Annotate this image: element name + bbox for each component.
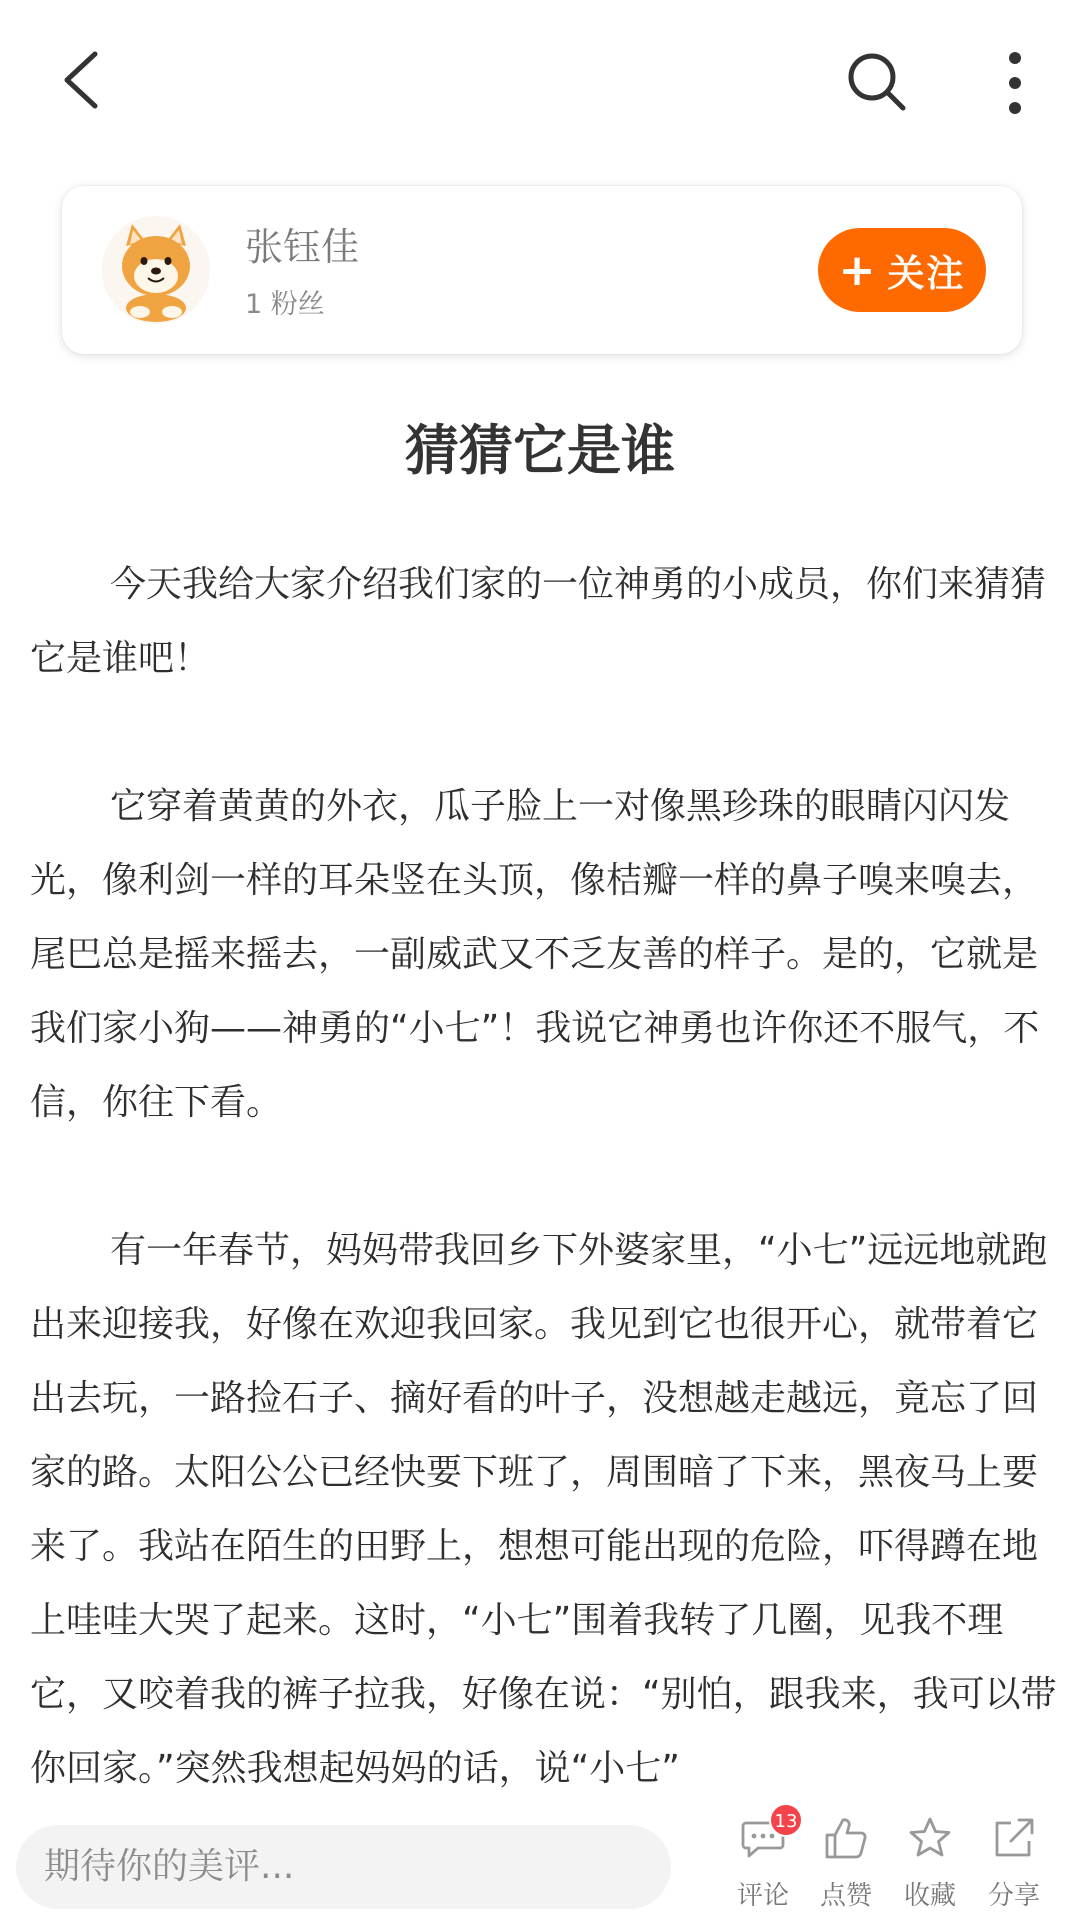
plus-icon: + — [838, 244, 878, 296]
article-paragraph: 它穿着黄黄的外衣，瓜子脸上一对像黑珍珠的眼睛闪闪发光，像利剑一样的耳朵竖在头顶，像桔瓣一样的鼻子嗅来嗅去，尾巴总是摇来摇去，一副威武又不乏友善的样子。是的，它就是我们家小狗——神勇的“小七”！我说它神勇也许你还不服气，不信，你往下看。 — [30, 786, 1040, 1123]
comment-label: 评论 — [736, 1881, 789, 1911]
search-icon[interactable] — [845, 50, 909, 114]
share-label: 分享 — [987, 1881, 1040, 1911]
follow-button[interactable] — [818, 228, 986, 312]
avatar[interactable] — [102, 216, 210, 324]
article-title: 猜猜它是谁 — [405, 419, 675, 482]
follow-label: 关注 — [887, 252, 966, 295]
article-paragraph: 有一年春节，妈妈带我回乡下外婆家里，“小七”远远地就跑出来迎接我，好像在欢迎我回家。我见到它也很开心，就带着它出去玩，一路捡石子、摘好看的叶子，没想越走越远，竟忘了回家的路。太阳公公已经快要下班了，周围暗了下来，黑夜马上要来了。我站在陌生的田野上，想想可能出现的危险，吓得蹲在地上哇哇大哭了起来。这时，“小七”围着我转了几圈，见我不理它，又咬着我的裤子拉我，好像在说：“别怕，跟我来，我可以带你回家。”突然我想起妈妈的话，说“小七” — [30, 1230, 1057, 1789]
back-icon[interactable] — [55, 50, 115, 110]
bottom-bar — [0, 1800, 1080, 1920]
author-card — [62, 186, 1022, 354]
article-body — [30, 548, 1060, 1880]
favorite-button[interactable] — [890, 1815, 970, 1912]
like-icon — [823, 1815, 869, 1861]
author-name[interactable]: 张钰佳 — [245, 225, 360, 269]
article-paragraph: 今天我给大家介绍我们家的一位神勇的小成员，你们来猜猜它是谁吧！ — [30, 564, 1047, 679]
like-label: 点赞 — [819, 1881, 872, 1911]
share-icon — [991, 1815, 1037, 1861]
top-bar — [0, 0, 1080, 160]
like-button[interactable] — [806, 1815, 886, 1912]
share-button[interactable] — [974, 1815, 1054, 1912]
shiba-dog-avatar-icon — [102, 216, 210, 324]
favorite-star-icon — [907, 1815, 953, 1861]
comment-input[interactable]: 期待你的美评... — [16, 1825, 671, 1909]
comment-count-badge: 13 — [769, 1803, 803, 1837]
favorite-label: 收藏 — [903, 1881, 956, 1911]
author-fans-count: 1 粉丝 — [245, 289, 325, 320]
more-icon[interactable] — [995, 48, 1035, 118]
comment-button[interactable] — [723, 1811, 803, 1912]
